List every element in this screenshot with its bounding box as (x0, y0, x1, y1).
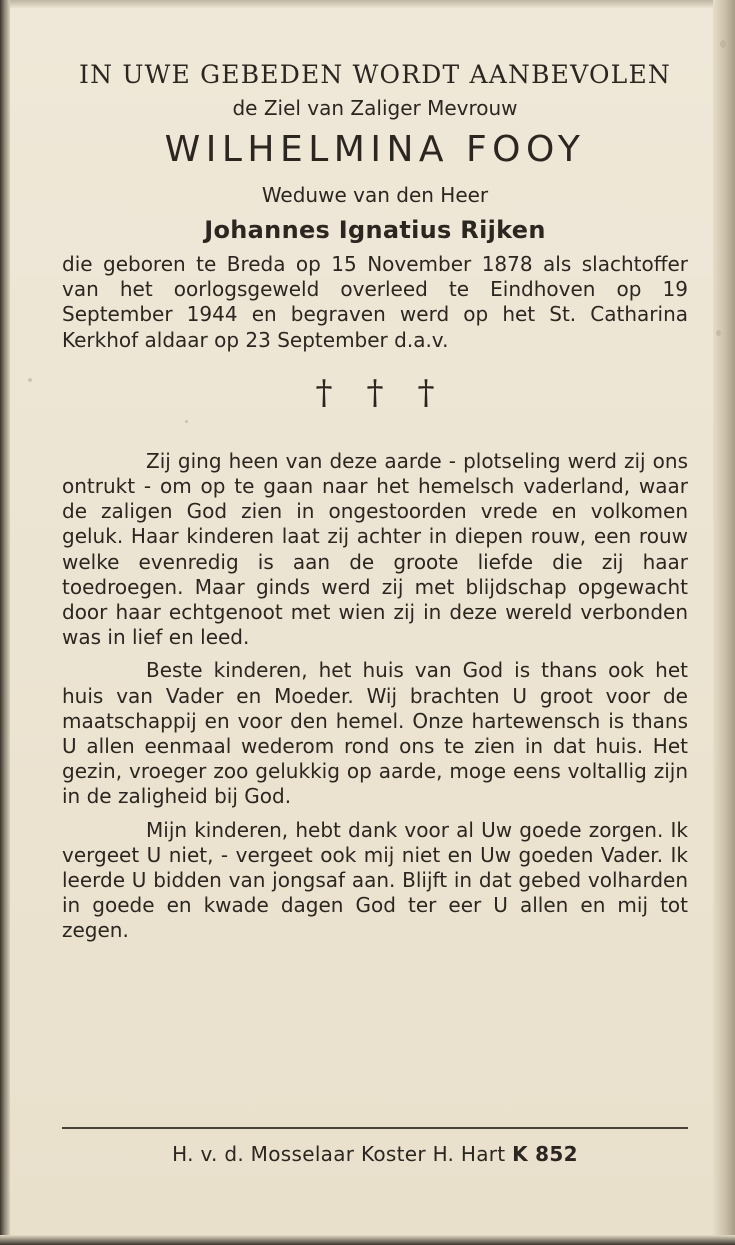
soul-of-line: de Ziel van Zaliger Mevrouw (232, 96, 518, 120)
cross-icon: † (315, 372, 333, 413)
card-edge-bottom (0, 1235, 735, 1245)
husband-name: Johannes Ignatius Rijken (204, 216, 546, 244)
card-edge-top (0, 0, 735, 8)
printer-line (62, 1142, 688, 1166)
body-paragraph-1: Zij ging heen van deze aarde - plotseling werd zij ons ontrukt - om op te gaan naar het hemelsch vaderland, waar de zaligen God zien in ongestoorden vrede en volkomen geluk. Haar kinderen laat zij achter in diepen rouw, een rouw welke evenredig is aan de groote liefde die zij haar toedroegen. Maar ginds werd zij met blijdschap opgewacht door haar echtgenoot met wien zij in deze wereld verbonden was in lief en leed. (62, 448, 688, 650)
crosses-row (62, 373, 688, 413)
card-edge-right (713, 0, 735, 1245)
stain-spot (716, 330, 721, 336)
stain-spot (720, 40, 726, 48)
body-paragraph-2: Beste kinderen, het huis van God is thans ook het huis van Vader en Moeder. Wij brachten U groot voor de maatschappij en voor den hemel. Onze hartewensch is thans U allen eenmaal wederom rond ons te zien in dat huis. Het gezin, vroeger zoo gelukkig op aarde, moge eens voltallig zijn in de zaligheid bij God. (62, 658, 688, 809)
recommendation-heading: IN UWE GEBEDEN WORDT AANBEVOLEN (79, 60, 671, 89)
footer-divider (62, 1127, 688, 1129)
printer-name: H. v. d. Mosselaar Koster H. Hart (172, 1142, 506, 1166)
cross-icon: † (417, 372, 435, 413)
stain-spot (28, 378, 32, 382)
body-paragraph-3: Mijn kinderen, hebt dank voor al Uw goede zorgen. Ik vergeet U niet, - vergeet ook mij niet en Uw goeden Vader. Ik leerde U bidden van jongsaf aan. Blijft in dat gebed volharden in goede en kwade dagen God ter eer U allen en mij tot zegen. (62, 817, 688, 943)
biography-paragraph: die geboren te Breda op 15 November 1878 als slachtoffer van het oorlogsgeweld overleed te Eindhoven op 19 September 1944 en begraven werd op het St. Catharina Kerkhof aldaar op 23 September d.a.v. (62, 252, 688, 352)
card-edge-left (0, 0, 10, 1245)
card-content (62, 58, 688, 944)
widow-of-line: Weduwe van den Heer (261, 183, 489, 207)
deceased-name: WILHELMINA FOOY (164, 129, 586, 170)
cross-icon: † (366, 372, 384, 413)
printer-code: K 852 (512, 1142, 578, 1166)
